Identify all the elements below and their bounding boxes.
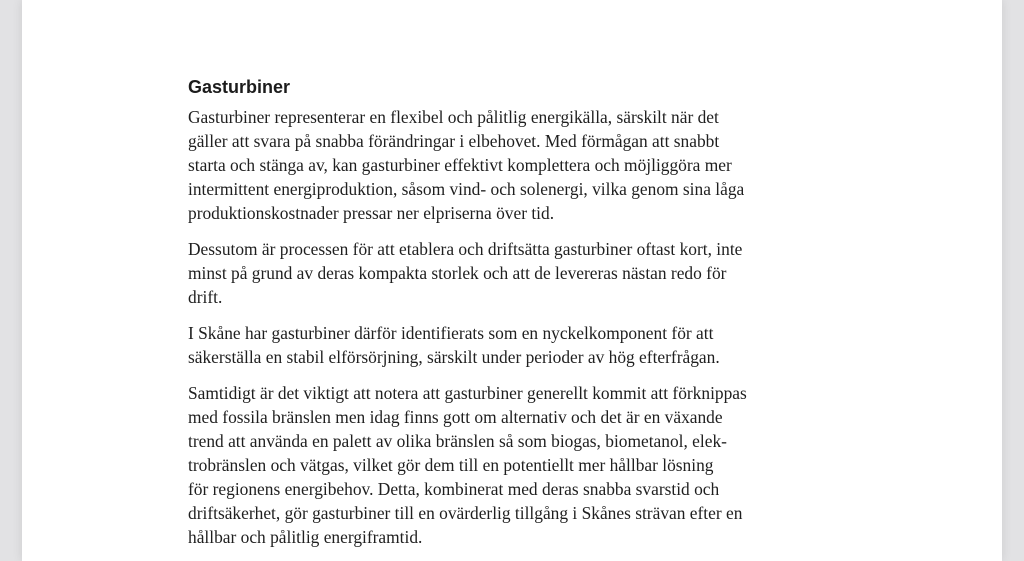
paragraph-1: [188, 105, 848, 225]
text-line: Gasturbiner representerar en flexibel och pålitlig energikälla, särskilt när det: [188, 107, 719, 127]
text-line: Dessutom är processen för att etablera och driftsätta gasturbiner oftast kort, inte: [188, 239, 743, 259]
text-line: för regionens energibehov. Detta, kombinerat med deras snabba svarstid och: [188, 479, 720, 499]
text-line: Samtidigt är det viktigt att notera att gasturbiner generellt kommit att förknippas: [188, 383, 747, 403]
page-content: [188, 76, 848, 561]
text-line: med fossila bränslen men idag finns gott om alternativ och det är en växande: [188, 407, 723, 427]
text-line: säkerställa en stabil elförsörjning, särskilt under perioder av hög efterfrågan.: [188, 347, 720, 367]
paragraph-4: [188, 381, 848, 549]
section-heading: Gasturbiner: [188, 77, 291, 97]
text-line: produktionskostnader pressar ner elpriserna över tid.: [188, 203, 555, 223]
text-line: trend att använda en palett av olika bränslen så som biogas, biometanol, elek-: [188, 431, 727, 451]
text-line: intermittent energiproduktion, såsom vind- och solenergi, vilka genom sina låga: [188, 179, 745, 199]
text-line: minst på grund av deras kompakta storlek och att de levereras nästan redo för: [188, 263, 727, 283]
document-page: [22, 0, 1002, 561]
text-line: I Skåne har gasturbiner därför identifierats som en nyckelkomponent för att: [188, 323, 714, 343]
text-line: trobränslen och vätgas, vilket gör dem till en potentiellt mer hållbar lösning: [188, 455, 714, 475]
paragraph-2: [188, 237, 848, 309]
text-line: drift.: [188, 287, 223, 307]
text-line: driftsäkerhet, gör gasturbiner till en ovärderlig tillgång i Skånes strävan efter en: [188, 503, 743, 523]
text-line: starta och stänga av, kan gasturbiner effektivt komplettera och möjliggöra mer: [188, 155, 732, 175]
paragraph-3: [188, 321, 848, 369]
text-line: gäller att svara på snabba förändringar i elbehovet. Med förmågan att snabbt: [188, 131, 720, 151]
text-line: hållbar och pålitlig energiframtid.: [188, 527, 423, 547]
